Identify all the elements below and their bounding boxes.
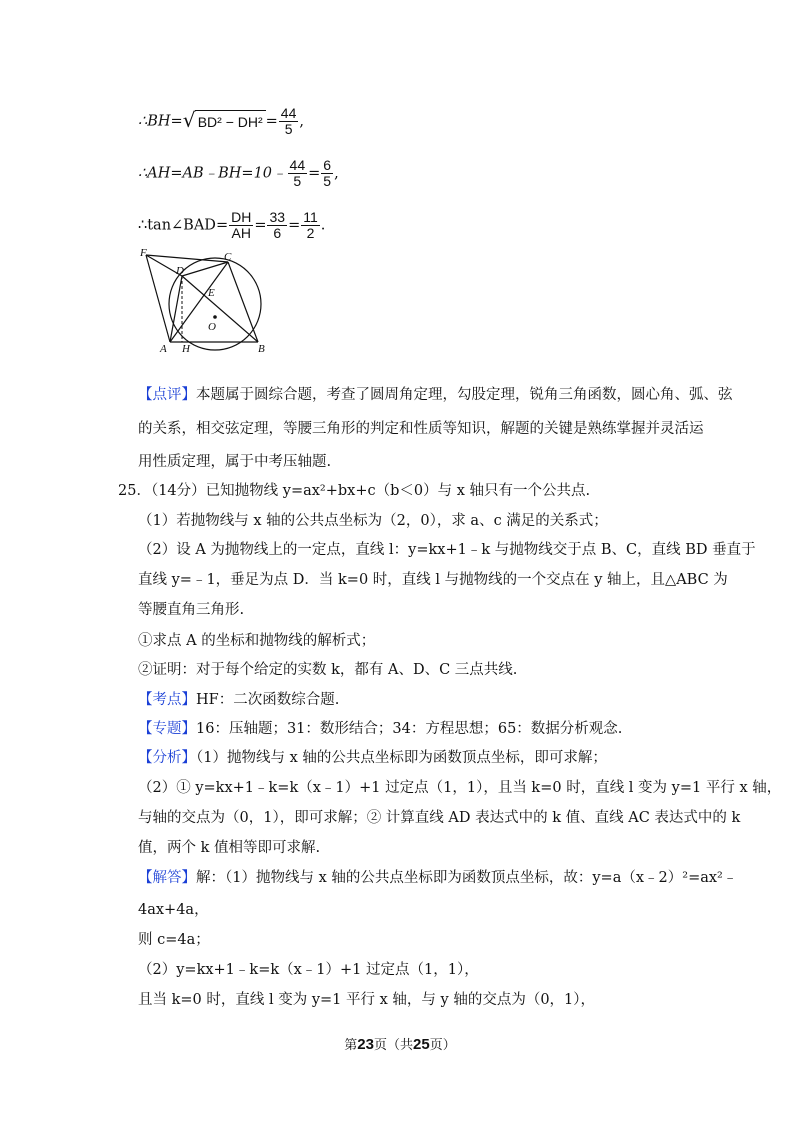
zhuanti-line [138,719,622,739]
jieda-text-1: 解：（1）抛物线与 x 轴的公共点坐标即为函数顶点坐标，故：y=a（x﹣2）²=ax²﹣ [196,870,738,886]
label-d: D [176,265,184,277]
label-e: E [208,287,215,299]
problem-stem-text: （14分）已知抛物线 y=ax²+bx+c（b＜0）与 x 轴只有一个公共点. [150,483,591,499]
tan-eq1: = [254,217,267,234]
ah-num2: 6 [323,157,332,173]
tan-equation [138,210,325,241]
fenxi-line-2: （2）① y=kx+1﹣k=k（x﹣1）+1 过定点（1，1），且当 k=0 时，直线 l 变为 y=1 平行 x 轴， [138,780,782,796]
tan-tail: . [320,217,326,234]
problem-sub-1: ①求点 A 的坐标和抛物线的解析式； [138,633,376,649]
tan-den1: AH [231,225,251,241]
ah-den2: 5 [323,173,332,189]
tan-fraction-3 [301,210,320,241]
ah-eq: = [308,165,321,182]
fenxi-line-4: 值，两个 k 值相等即可求解. [138,840,321,856]
bh-lhs: ∴BH= [138,113,183,130]
kaodian-text: HF：二次函数综合题. [196,692,340,708]
segment-fa [146,255,170,342]
zhuanti-text: 16：压轴题；31：数形结合；34：方程思想；65：数据分析观念. [196,721,623,737]
tan-den2: 6 [273,225,282,241]
ah-lhs: ∴AH=AB﹣BH=10﹣ [138,165,287,182]
kaodian-tag: 【考点】 [138,692,196,708]
ah-den1: 5 [293,173,302,189]
segment-cb [228,262,258,342]
fenxi-text-1: （1）抛物线与 x 轴的公共点坐标即为函数顶点坐标，即可求解； [196,750,607,766]
label-a: A [160,343,167,355]
label-o: O [208,321,216,333]
review-tag: 【点评】 [138,387,196,403]
tan-eq2: = [288,217,301,234]
fenxi-tag: 【分析】 [138,750,196,766]
tan-fraction-1 [229,210,253,241]
review-line-1 [138,385,733,405]
sqrt-radicand: BD² − DH² [195,110,266,132]
zhuanti-tag: 【专题】 [138,721,196,737]
tan-num3: 11 [303,209,318,225]
footer-mid: 页（共 [373,1038,413,1053]
problem-q2-line-2: 直线 y=﹣1，垂足为点 D．当 k=0 时，直线 l 与抛物线的一个交点在 y 轴上，且△ABC 为 [138,572,728,588]
jieda-line-1 [138,868,737,888]
bh-fraction [279,106,299,137]
geometry-figure [138,246,278,358]
footer-post: 页） [429,1038,456,1053]
page-footer [0,1034,800,1053]
segment-ad [170,276,182,342]
review-text-2: 的关系，相交弦定理，等腰三角形的判定和性质等知识，解题的关键是熟练掌握并灵活运 [138,421,704,437]
ah-fraction-1 [288,158,308,189]
label-b: B [258,343,265,355]
ah-equation [138,158,339,189]
review-line-3 [138,452,331,472]
footer-page-number: 23 [357,1036,374,1053]
sqrt-expression [183,110,266,133]
jieda-line-3: 则 c=4a； [138,932,210,948]
bh-tail: , [299,113,304,130]
tan-num2: 33 [269,209,286,225]
review-text-1: 本题属于圆综合题，考查了圆周角定理，勾股定理，锐角三角函数，圆心角、弧、弦 [196,387,733,403]
problem-number: 25． [118,483,151,499]
problem-q1: （1）若抛物线与 x 轴的公共点坐标为（2，0），求 a、c 满足的关系式； [138,513,608,529]
kaodian-line [138,690,339,710]
jieda-line-5: 且当 k=0 时，直线 l 变为 y=1 平行 x 轴，与 y 轴的交点为（0，1）， [138,992,596,1008]
label-f: F [140,247,147,259]
label-h: H [182,343,190,355]
review-line-2 [138,419,704,439]
footer-total-pages: 25 [413,1036,430,1053]
tan-lhs: ∴tan∠BAD= [138,217,229,234]
bh-eq: = [265,113,278,130]
fenxi-line-3: 与轴的交点为（0，1），即可求解；② 计算直线 AD 表达式中的 k 值、直线 AC 表达式中的 k [138,810,741,826]
jieda-tag: 【解答】 [138,870,196,886]
problem-q2-line-3: 等腰直角三角形. [138,602,245,618]
bh-den: 5 [284,121,293,137]
footer-pre: 第 [344,1038,358,1053]
tan-num1: DH [231,209,252,225]
problem-q2-line-1: （2）设 A 为抛物线上的一定点，直线 l：y=kx+1﹣k 与抛物线交于点 B、C，直线 BD 垂直于 [138,542,756,558]
bh-equation [138,106,304,137]
center-dot [213,315,217,319]
problem-sub-2: ②证明：对于每个给定的实数 k，都有 A、D、C 三点共线. [138,662,518,678]
ah-num1: 44 [289,157,306,173]
fenxi-line-1 [138,748,607,768]
segment-dc [182,262,228,276]
ah-tail: , [334,165,339,182]
jieda-line-2: 4ax+4a， [138,902,209,918]
tan-fraction-2 [267,210,287,241]
label-c: C [224,251,232,263]
radical-sign-icon: √ [182,108,196,132]
jieda-line-4: （2）y=kx+1﹣k=k（x﹣1）+1 过定点（1，1）， [138,962,479,978]
review-text-3: 用性质定理，属于中考压轴题. [138,454,332,470]
bh-num: 44 [280,105,297,121]
tan-den3: 2 [306,225,315,241]
problem-stem [118,481,590,501]
ah-fraction-2 [321,158,333,189]
